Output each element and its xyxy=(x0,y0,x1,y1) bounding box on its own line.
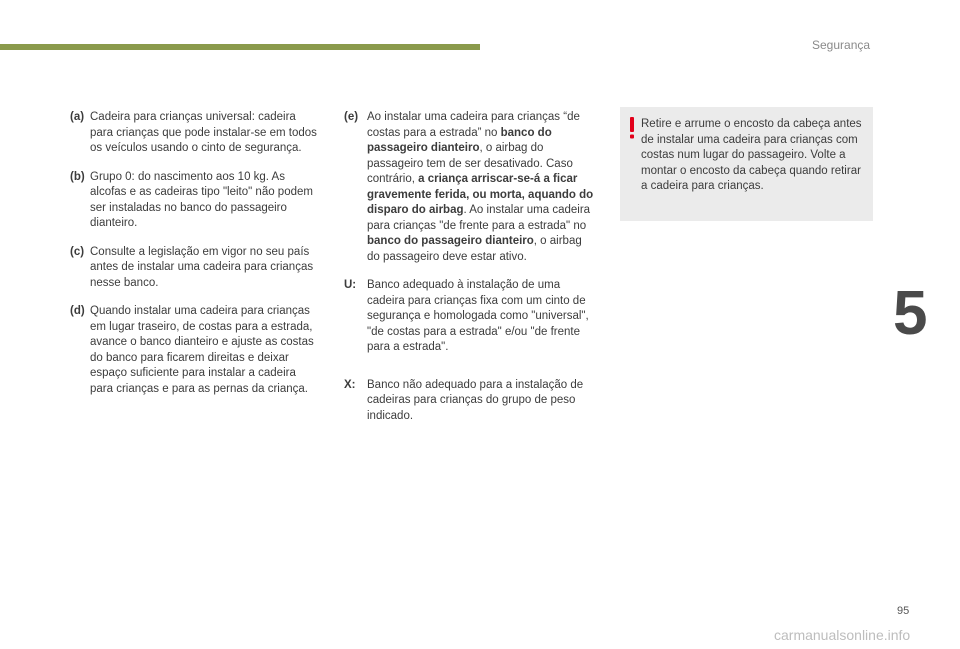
exclamation-icon xyxy=(628,117,636,139)
note-tag: (c) xyxy=(70,245,85,258)
middle-column xyxy=(344,110,596,437)
note-item-x xyxy=(344,378,596,425)
note-text-bold: banco do passageiro dianteiro xyxy=(367,235,534,247)
header-accent-bar xyxy=(0,44,480,50)
note-tag: (b) xyxy=(70,170,85,183)
note-text-bold: banco do passageiro dianteiro xyxy=(367,126,552,154)
note-text-part: , o airbag do passageiro tem de ser desativado. Caso contrário, xyxy=(367,142,573,185)
note-text: Cadeira para crianças universal: cadeira para crianças que pode instalar-se em todos os veículos usando o cinto de segurança. xyxy=(90,111,317,154)
note-text-part: Ao instalar uma cadeira para crianças “de costas para a estrada” no xyxy=(367,111,580,139)
note-tag: (d) xyxy=(70,305,85,317)
warning-text: Retire e arrume o encosto da cabeça antes de instalar uma cadeira para crianças com costas num lugar do passageiro. Volte a montar o encosto da cabeça quando retirar a cadeira para crianças. xyxy=(641,118,862,192)
note-text-part: . Ao instalar uma cadeira para crianças "de frente para a estrada" no xyxy=(367,204,591,232)
section-title: Segurança xyxy=(812,38,871,52)
left-column xyxy=(70,110,322,410)
note-text: Grupo 0: do nascimento aos 10 kg. As alcofas e as cadeiras tipo "leito" não podem ser instaladas no banco do passageiro dianteiro. xyxy=(90,170,313,229)
warning-box xyxy=(620,107,873,221)
note-text: Quando instalar uma cadeira para crianças em lugar traseiro, de costas para a estrada, avance o banco dianteiro e ajuste as costas do banco para ficarem direitas e deixar espaço suficiente para instalar a cadeira para crianças e para as pernas da criança. xyxy=(90,305,314,395)
note-item-a xyxy=(70,110,322,157)
note-tag: (a) xyxy=(70,111,85,123)
note-tag: U: xyxy=(344,279,357,291)
note-text: Banco não adequado para a instalação de cadeiras para crianças do grupo de peso indicado. xyxy=(367,378,584,422)
note-text: Banco adequado à instalação de uma cadeira para crianças fixa com um cinto de segurança e homologada como "universal", "de costas para a estrada" e/ou "de frente para a estrada". xyxy=(367,279,589,353)
note-item-u xyxy=(344,278,596,356)
page-number: 95 xyxy=(897,605,910,617)
watermark: carmanualsonline.info xyxy=(774,627,911,643)
chapter-number: 5 xyxy=(893,279,928,348)
note-text xyxy=(367,110,596,265)
note-item-e xyxy=(344,110,596,265)
note-text: Consulte a legislação em vigor no seu país antes de instalar uma cadeira para crianças nesse banco. xyxy=(90,245,314,289)
note-item-d xyxy=(70,304,322,397)
note-text-bold: a criança arriscar-se-á a ficar gravemente ferida, ou morta, aquando do disparo do airbag xyxy=(367,173,594,216)
note-item-b xyxy=(70,170,322,232)
note-tag: (e) xyxy=(344,111,359,123)
note-text-part: , o airbag do passageiro deve estar ativo. xyxy=(367,235,582,263)
note-tag: X: xyxy=(344,378,356,391)
note-item-c xyxy=(70,245,322,292)
